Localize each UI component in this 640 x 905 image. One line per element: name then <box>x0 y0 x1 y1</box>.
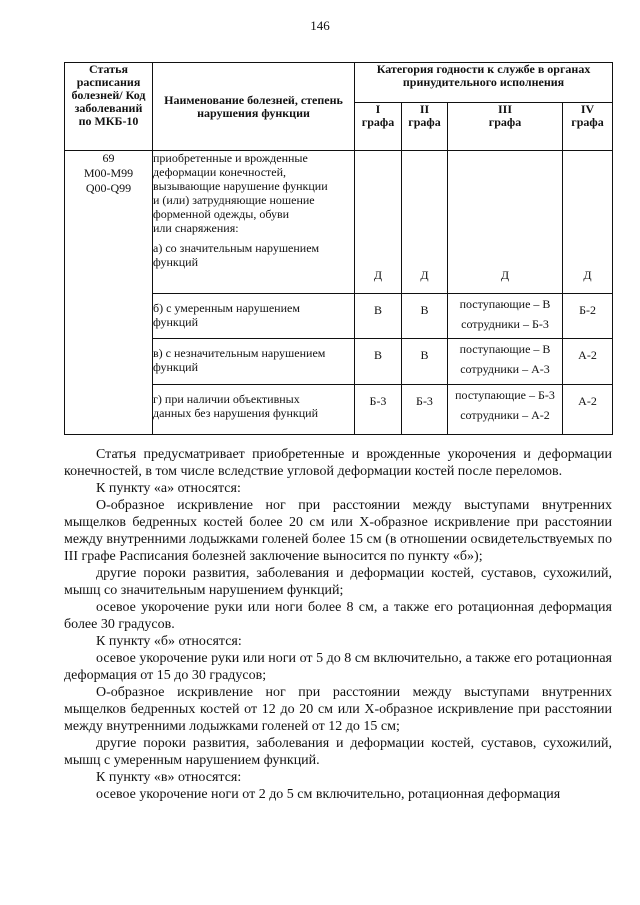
row-a-graph-4: Д <box>563 151 613 294</box>
row-b-graph-4: Б-2 <box>563 294 613 339</box>
row-d-name: г) при наличии объективных данных без нарушения функций <box>153 385 355 435</box>
paragraph: О-образное искривление ног при расстоянии между выступами внутренних мыщелков бедренных костей от 12 до 20 см или Х-образное искривление при расстоянии между внутренними лодыжками голеней от 12 до 15 см; <box>64 685 612 734</box>
header-fitness-category: Категория годности к службе в органах принудительного исполнения <box>355 63 613 103</box>
row-d-graph-2: Б-3 <box>402 385 448 435</box>
header-graph-1: I графа <box>355 103 402 151</box>
header-article-code: Статья расписания болезней/ Код заболеваний по МКБ-10 <box>65 63 153 151</box>
table-row <box>65 151 613 294</box>
paragraph: К пункту «б» относятся: <box>96 634 242 649</box>
row-a-name: приобретенные и врожденные деформации конечностей, вызывающие нарушение функции и (или) затрудняющие ношение форменной одежды, обуви или снаряжения: а) со значительным нарушением функций <box>153 151 355 294</box>
page-number: 146 <box>310 18 330 33</box>
paragraph: К пункту «а» относятся: <box>96 481 241 496</box>
header-disease-name: Наименование болезней, степень нарушения функции <box>153 63 355 151</box>
header-graph-4: IV графа <box>563 103 613 151</box>
row-d-graph-1: Б-3 <box>355 385 402 435</box>
row-a-graph-2: Д <box>402 151 448 294</box>
paragraph: К пункту «в» относятся: <box>96 770 242 785</box>
row-d-graph-3: поступающие – Б-3 сотрудники – А-2 <box>448 385 563 435</box>
paragraph: другие пороки развития, заболевания и деформации костей, суставов, сухожилий, мышц с умеренным нарушением функций. <box>64 736 612 768</box>
row-c-graph-2: В <box>402 339 448 385</box>
row-d-graph-4: А-2 <box>563 385 613 435</box>
article-intro: приобретенные и врожденные деформации конечностей, вызывающие нарушение функции и (или) затрудняющие ношение форменной одежды, обуви или снаряжения: <box>153 151 328 235</box>
article-description <box>64 446 612 803</box>
row-a-graph-1: Д <box>355 151 402 294</box>
paragraph: другие пороки развития, заболевания и деформации костей, суставов, сухожилий, мышц со значительным нарушением функций; <box>64 566 612 598</box>
row-b-graph-1: В <box>355 294 402 339</box>
paragraph: О-образное искривление ног при расстоянии между выступами внутренних мыщелков бедренных костей более 20 см или Х-образное искривление при расстоянии между внутренними лодыжками голеней более 15 см (в отношении освидетельствуемых по III графе Расписания болезней заключение выносится по пункту «б»); <box>64 498 612 564</box>
row-c-name: в) с незначительным нарушением функций <box>153 339 355 385</box>
article-code: 69 M00-M99 Q00-Q99 <box>65 151 153 435</box>
fitness-category-table <box>64 62 613 435</box>
row-c-graph-4: А-2 <box>563 339 613 385</box>
row-a-graph-3: Д <box>448 151 563 294</box>
row-b-name: б) с умеренным нарушением функций <box>153 294 355 339</box>
header-graph-2: II графа <box>402 103 448 151</box>
paragraph: Статья предусматривает приобретенные и врожденные укорочения и деформации конечностей, в том числе вследствие угловой деформации костей после переломов. <box>64 447 612 479</box>
paragraph: осевое укорочение руки или ноги от 5 до 8 см включительно, а также его ротационная деформация от 15 до 30 градусов; <box>64 651 612 683</box>
paragraph: осевое укорочение руки или ноги более 8 см, а также его ротационная деформация более 30 градусов. <box>64 600 612 632</box>
row-c-graph-1: В <box>355 339 402 385</box>
header-graph-3: III графа <box>448 103 563 151</box>
row-c-graph-3: поступающие – В сотрудники – А-3 <box>448 339 563 385</box>
row-b-graph-3: поступающие – В сотрудники – Б-3 <box>448 294 563 339</box>
paragraph: осевое укорочение ноги от 2 до 5 см включительно, ротационная деформация <box>96 787 561 802</box>
row-b-graph-2: В <box>402 294 448 339</box>
